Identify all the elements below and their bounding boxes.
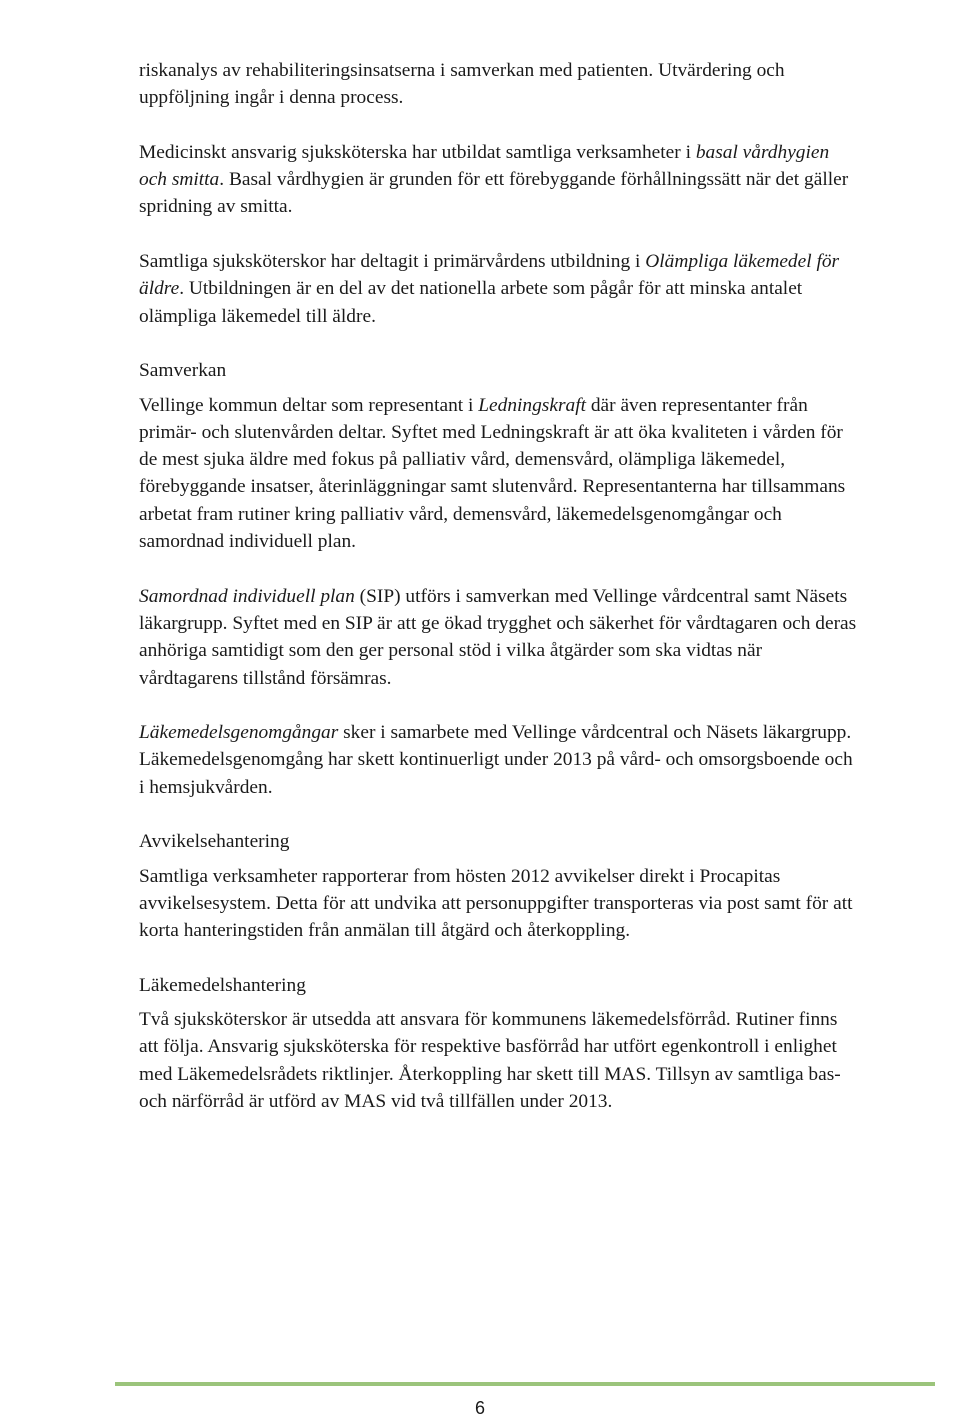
paragraph-sip (139, 583, 859, 692)
paragraph-olampliga-text-2: . Utbildningen är en del av det nationella arbete som pågår för att minska antalet olämpliga läkemedel till äldre. (139, 278, 803, 327)
paragraph-vardhygien-text-1: Medicinskt ansvarig sjuksköterska har utbildat samtliga verksamheter i (139, 141, 696, 163)
heading-samverkan: Samverkan (139, 360, 227, 382)
term-samordnad-individuell-plan: Samordnad individuell plan (139, 585, 355, 607)
heading-avvikelsehantering: Avvikelsehantering (139, 831, 290, 853)
paragraph-vardhygien-text-2: . Basal vårdhygien är grunden för ett förebyggande förhållningssätt när det gäller spridning av smitta. (139, 169, 849, 218)
paragraph-avvikelser: Samtliga verksamheter rapporterar from hösten 2012 avvikelser direkt i Procapitas avvikelsesystem. Detta för att undvika att personuppgifter transporteras via post samt för att korta hanteringstiden från anmälan till åtgärd och återkoppling. (139, 865, 853, 942)
paragraph-olampliga-text-1: Samtliga sjuksköterskor har deltagit i primärvårdens utbildning i (139, 251, 646, 273)
paragraph-lakemedelsforrad: Två sjuksköterskor är utsedda att ansvara för kommunens läkemedelsförråd. Rutiner finns att följa. Ansvarig sjuksköterska för respektive basförråd har utfört egenkontroll i enlighet med Läkemedelsrådets riktlinjer. Återkoppling har skett till MAS. Tillsyn av samtliga bas- och närförråd är utförd av MAS vid två tillfällen under 2013. (139, 1009, 841, 1112)
heading-lakemedelshantering: Läkemedelshantering (139, 974, 306, 996)
paragraph-ledningskraft-text-1: Vellinge kommun deltar som representant i (139, 394, 479, 416)
document-body (139, 57, 859, 1115)
paragraph-ledningskraft-text-2: där även representanter från primär- och slutenvården deltar. Syftet med Ledningskraft är att öka kvaliteten i vården för de mest sjuka äldre med fokus på palliativ vård, demensvård, olämpliga läkemedel, förebyggande insatser, återinläggningar samt slutenvård. Representanterna har tillsammans arbetat fram rutiner kring palliativ vård, demensvård, läkemedelsgenomgångar och samordnad individuell plan. (139, 394, 846, 553)
paragraph-olampliga-lakemedel (139, 248, 859, 330)
term-ledningskraft: Ledningskraft (478, 394, 586, 416)
paragraph-lakemedelsgenomgangar (139, 719, 859, 801)
term-lakemedelsgenomgangar: Läkemedelsgenomgångar (139, 722, 339, 744)
paragraph-vardhygien (139, 139, 859, 221)
page-number: 6 (474, 1398, 485, 1418)
paragraph-lakemedelsgenomgangar-text: sker i samarbete med Vellinge vårdcentral och Näsets läkargrupp. Läkemedelsgenomgång har skett kontinuerligt under 2013 på vård- och omsorgsboende och i hemsjukvården. (139, 722, 853, 798)
term-basal-vardhygien: basal vårdhygien och smitta (139, 141, 830, 191)
paragraph-ledningskraft (139, 392, 859, 556)
paragraph-rehabilitering: riskanalys av rehabiliteringsinsatserna i samverkan med patienten. Utvärdering och uppföljning ingår i denna process. (139, 60, 785, 109)
paragraph-sip-text: (SIP) utförs i samverkan med Vellinge vårdcentral samt Näsets läkargrupp. Syftet med en SIP är att ge ökad trygghet och säkerhet för vårdtagaren och deras anhöriga samtidigt som den ger personal stöd i vilka åtgärder som ska vidtas när vårdtagarens tillstånd försämras. (139, 585, 857, 689)
term-olampliga-lakemedel: Olämpliga läkemedel för äldre (139, 251, 840, 300)
footer-rule (115, 1382, 935, 1386)
